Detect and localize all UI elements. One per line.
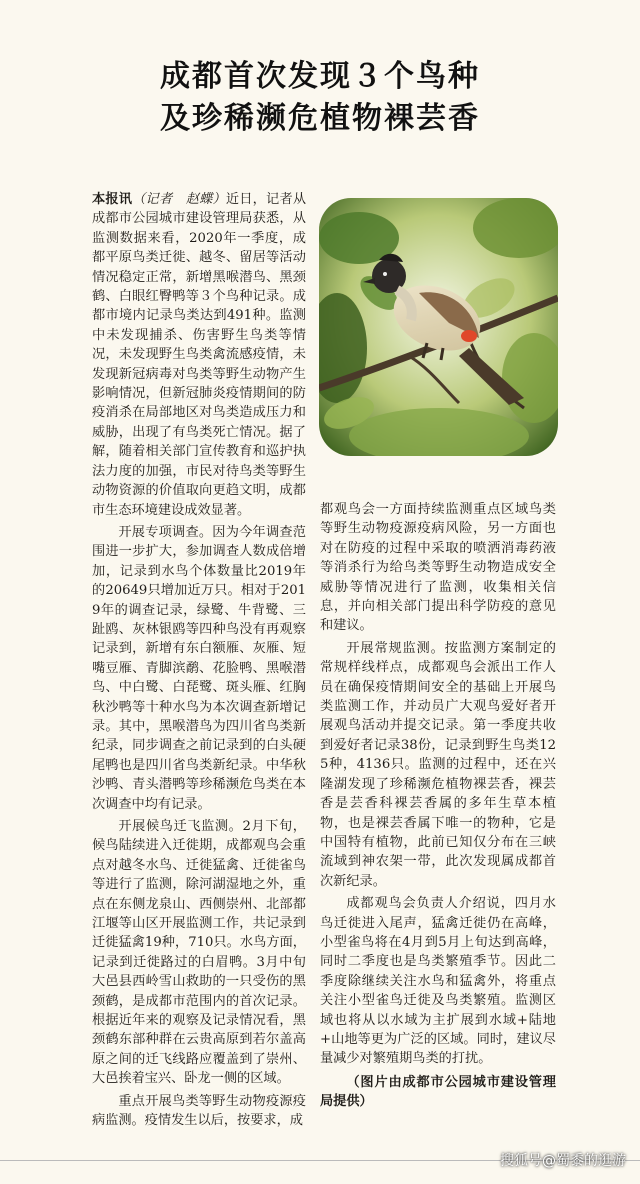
headline-line-2: 及珍稀濒危植物裸芸香 [160,101,480,136]
paragraph: 开展候鸟迁飞监测。2月下旬，候鸟陆续进入迁徙期，成都观鸟会重点对越冬水鸟、迁徙猛禽、迁徙雀鸟等进行了监测，除河湖湿地之外，重点在东侧龙泉山、西侧崇州、北部都江堰等山区开展监测工作，共记录到迁徙猛禽19种，710只。水鸟方面，记录到迁徙路过的白眉鸭。3月中旬大邑县西岭雪山救助的一只受伤的黑颈鹤，是成都市范围内的首次记录。根据近年来的观察及记录情况看，黑颈鹤东部种群在云贵高原到若尔盖高原之间的迁飞线路应覆盖到了崇州、大邑挨着宝兴、卧龙一侧的区域。 [92,819,306,1087]
lead-paragraph [92,190,306,520]
watermark: 搜狐号@蜀黍的逛游 [500,1153,626,1169]
article-column-right [320,500,556,1150]
photo-credit: （图片由成都市公园城市建设管理局提供） [320,1074,556,1110]
paragraph-text: 近日，记者从成都市公园城市建设管理局获悉，从监测数据来看，2020年一季度，成都平原鸟类迁徙、越冬、留居等活动情况稳定正常，新增黑喉潜鸟、黑颈鹤、白眼红臀鸭等３个鸟种记录。成都市境内记录鸟类达到491种。监测中未发现捕杀、伤害野生鸟类等情况，未发现野生鸟类禽流感疫情，未发现新冠病毒对鸟类等野生动物产生影响情况，但新冠肺炎疫情期间的防疫消杀在局部地区对鸟类造成压力和威胁，出现了有鸟类死亡情况。据了解，随着相关部门宣传教育和巡护执法力度的加强，市民对待鸟类等野生动物资源的价值取向更趋文明，成都市生态环境建设成效显著。 [92,192,306,518]
paragraph-continued: 都观鸟会一方面持续监测重点区域鸟类等野生动物疫源疫病风险，另一方面也对在防疫的过程中采取的喷洒消毒药液等消杀行为给鸟类等野生动物造成安全威胁等情况进行了监测，收集相关信息，并向相关部门提出科学防疫的意见和建议。 [320,502,556,634]
article-column-left [92,190,306,1150]
bulbul-bird-photo-icon [319,198,558,456]
lead-tag: 本报讯 [92,192,133,207]
byline: （记者 赵蝶） [132,192,226,207]
headline [0,56,640,140]
paragraph: 开展常规监测。按监测方案制定的常规样线样点，成都观鸟会派出工作人员在确保疫情期间安全的基础上开展鸟类监测工作，并动员广大观鸟爱好者开展观鸟活动并提交记录。第一季度共收到爱好者记录38份，记录到野生鸟类125种，4136只。监测的过程中，还在兴隆湖发现了珍稀濒危植物裸芸香，裸芸香是芸香科裸芸香属的多年生草本植物，也是裸芸香属下唯一的物种，它是中国特有植物，此前已知仅分布在三峡流域到神农架一带，此次发现属成都首次新纪录。 [320,640,556,889]
bird-photo [319,198,558,456]
headline-line-1: 成都首次发现３个鸟种 [160,59,480,94]
paragraph: 成都观鸟会负责人介绍说，四月水鸟迁徙进入尾声，猛禽迁徙仍在高峰，小型雀鸟将在4月到5月上旬达到高峰，同时二季度也是鸟类繁殖季节。因此二季度除继续关注水鸟和猛禽外，将重点关注小型雀鸟迁徙及鸟类繁殖。监测区域也将从以水域为主扩展到水域+陆地+山地等更为广泛的区域。同时，建议尽量减少对繁殖期鸟类的打扰。 [320,896,556,1067]
paragraph: 重点开展鸟类等野生动物疫源疫病监测。疫情发生以后，按要求，成 [92,1093,306,1129]
paragraph: 开展专项调查。因为今年调查范围进一步扩大，参加调查人数成倍增加，记录到水鸟个体数量比2019年的20649只增加近万只。相对于2019年的调查记录，绿鹭、牛背鹭、三趾鸥、灰林银鸥等四种鸟没有再观察记录到，新增有东白额雁、灰雁、短嘴豆雁、青脚滨鹬、花脸鸭、黑喉潜鸟、中白鹭、白琵鹭、斑头雁、红胸秋沙鸭等十种水鸟为本次调查新增记录。其中，黑喉潜鸟为四川省鸟类新纪录，同步调查之前记录到的白头硬尾鸭也是四川省鸟类新纪录。中华秋沙鸭、青头潜鸭等珍稀濒危鸟类在本次调查中均有记录。 [92,524,306,812]
